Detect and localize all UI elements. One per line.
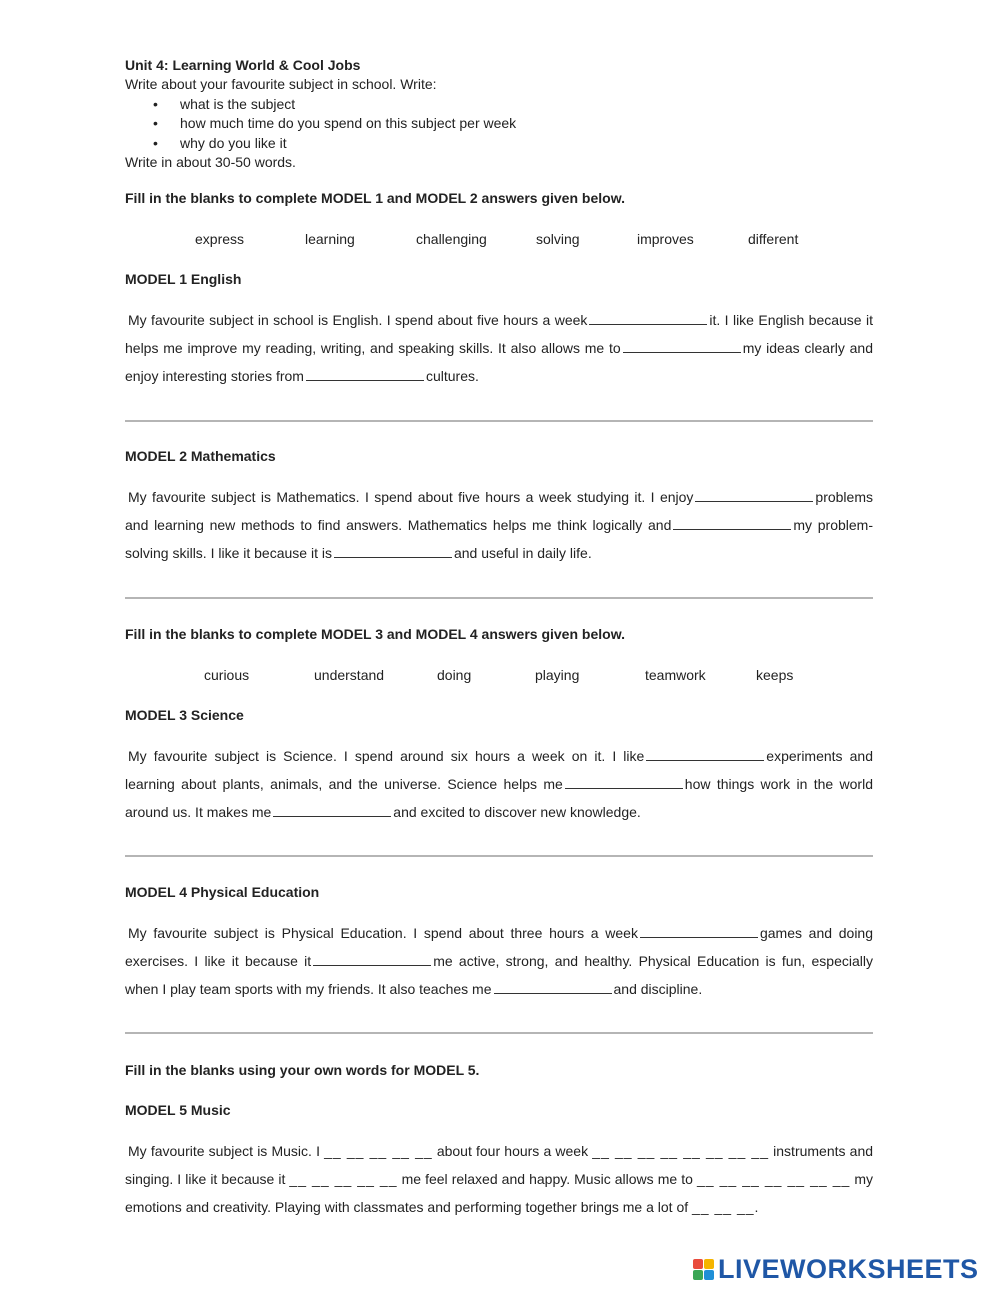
- word-bank-2: [125, 667, 873, 687]
- model3-heading: MODEL 3 Science: [125, 707, 244, 723]
- model3-paragraph: My favourite subject is Science. I spend around six hours a week on it. I like experiments and learning about plants, animals, and the universe. Science helps me how things work in the world around us. It makes me and excited to discover new knowledge.: [125, 748, 873, 820]
- blank-input[interactable]: [673, 515, 791, 530]
- divider: [125, 597, 873, 599]
- blank-input[interactable]: [623, 338, 741, 353]
- word-bank-word: understand: [314, 667, 385, 683]
- divider: [125, 420, 873, 422]
- divider: [125, 855, 873, 857]
- blank-input[interactable]: [494, 979, 612, 994]
- model4-paragraph: My favourite subject is Physical Education. I spend about three hours a week games and doing exercises. I like it because it me active, strong, and healthy. Physical Education is fun, especially when I play team sports with my friends. It also teaches me and discipline.: [125, 925, 873, 997]
- blank-input[interactable]: [646, 746, 764, 761]
- blank-input[interactable]: [313, 951, 431, 966]
- word-bank-1: [125, 231, 873, 251]
- word-bank-word: teamwork: [645, 667, 706, 683]
- blank-input[interactable]: [640, 923, 758, 938]
- prompt-bullet: • what is the subject: [125, 95, 873, 115]
- page-title: Unit 4: Learning World & Cool Jobs: [125, 57, 361, 73]
- section1-instruction: Fill in the blanks to complete MODEL 1 and MODEL 2 answers given below.: [125, 190, 625, 206]
- worksheet: [125, 56, 874, 1215]
- blank-input[interactable]: __ __ __ __ __ __ __: [696, 1171, 851, 1187]
- word-bank-word: different: [748, 231, 799, 247]
- model1-paragraph: My favourite subject in school is English. I spend about five hours a week it. I like English because it helps me improve my reading, writing, and speaking skills. It also allows me to my ideas clearly and enjoy interesting stories from cultures.: [125, 312, 873, 384]
- word-bank-word: curious: [204, 667, 250, 683]
- model2-paragraph: My favourite subject is Mathematics. I spend about five hours a week studying it. I enjoy problems and learning new methods to find answers. Mathematics helps me think logically and my problem-solving skills. I like it because it is and useful in daily life.: [125, 489, 873, 561]
- liveworksheets-logo: [693, 1254, 979, 1284]
- blank-input[interactable]: __ __ __ __ __: [324, 1143, 433, 1159]
- blank-input[interactable]: [273, 802, 391, 817]
- model5-paragraph: My favourite subject is Music. I __ __ __ __ __ about four hours a week __ __ __ __ __ __ __ __ instruments and singing. I like it because it __ __ __ __ __ me feel relaxed and happy. Music allows me to __ __ __ __ __ __ __ my emotions and creativity. Playing with classmates and performing together brings me a lot of __ __ __.: [125, 1143, 874, 1215]
- blank-input[interactable]: [695, 487, 813, 502]
- word-count-note: Write in about 30-50 words.: [125, 154, 296, 170]
- section3-instruction: Fill in the blanks using your own words for MODEL 5.: [125, 1062, 480, 1078]
- word-bank-word: learning: [305, 231, 355, 247]
- blank-input[interactable]: [334, 543, 452, 558]
- blank-input[interactable]: __ __ __ __ __ __ __ __: [592, 1143, 769, 1159]
- word-bank-word: keeps: [756, 667, 794, 683]
- logo-icon: [693, 1259, 714, 1280]
- blank-input[interactable]: [589, 310, 707, 325]
- model2-heading: MODEL 2 Mathematics: [125, 448, 276, 464]
- blank-input[interactable]: __ __ __: [692, 1199, 755, 1215]
- divider: [125, 1032, 873, 1034]
- blank-input[interactable]: __ __ __ __ __: [289, 1171, 398, 1187]
- logo-text: LIVEWORKSHEETS: [718, 1253, 979, 1284]
- blank-input[interactable]: [565, 774, 683, 789]
- word-bank-word: playing: [535, 667, 580, 683]
- prompt-bullets: [125, 95, 873, 154]
- word-bank-word: solving: [536, 231, 580, 247]
- blank-input[interactable]: [306, 366, 424, 381]
- word-bank-word: express: [195, 231, 245, 247]
- section2-instruction: Fill in the blanks to complete MODEL 3 and MODEL 4 answers given below.: [125, 626, 625, 642]
- model5-heading: MODEL 5 Music: [125, 1102, 231, 1118]
- word-bank-word: doing: [437, 667, 472, 683]
- prompt-bullet: • how much time do you spend on this subject per week: [125, 114, 873, 134]
- model1-heading: MODEL 1 English: [125, 271, 242, 287]
- writing-prompt: Write about your favourite subject in school. Write:: [125, 76, 437, 92]
- word-bank-word: improves: [637, 231, 694, 247]
- model4-heading: MODEL 4 Physical Education: [125, 884, 320, 900]
- word-bank-word: challenging: [416, 231, 487, 247]
- prompt-bullet: • why do you like it: [125, 134, 873, 154]
